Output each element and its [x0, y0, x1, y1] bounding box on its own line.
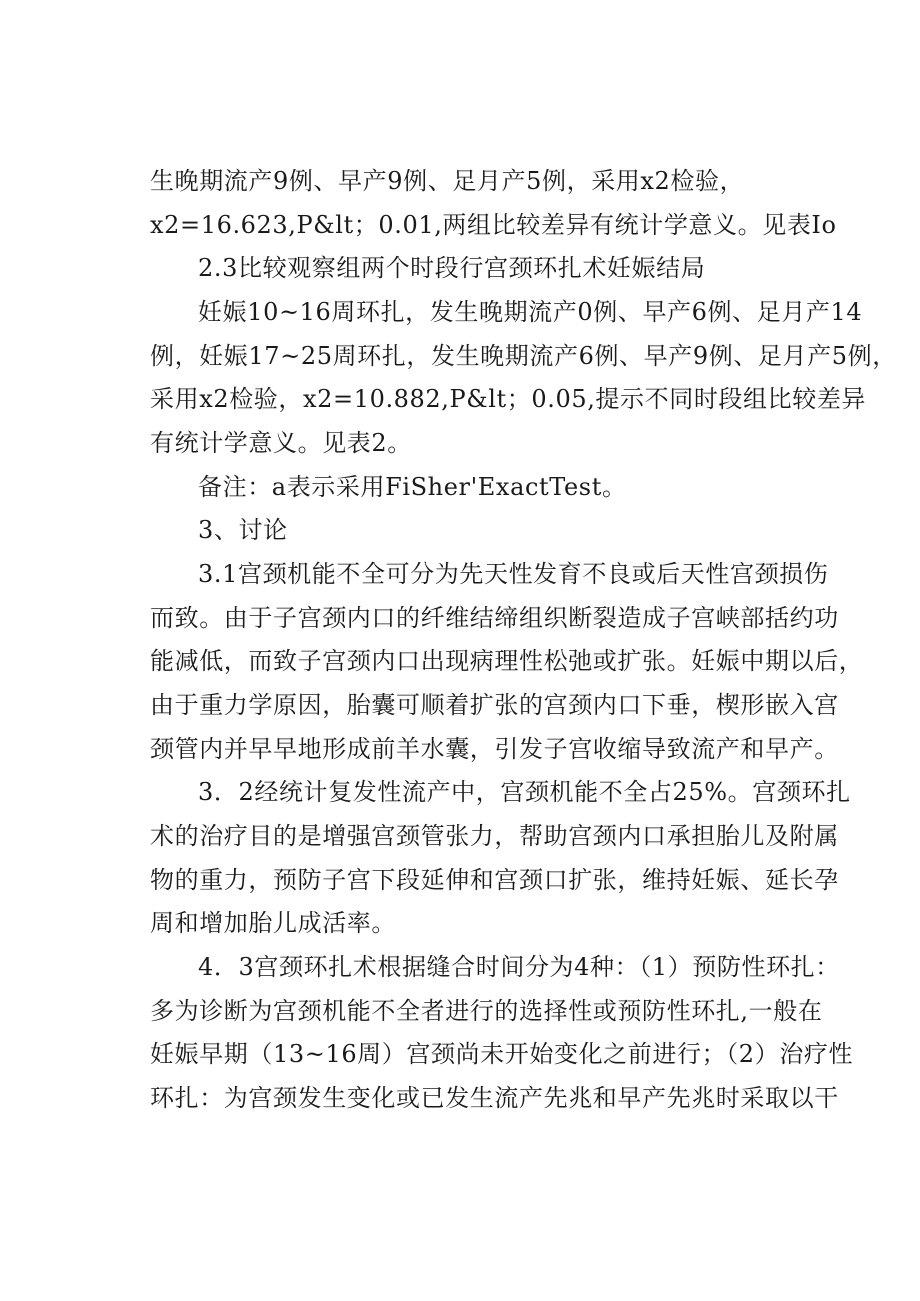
- text-line: 有统计学意义。见表2。: [150, 429, 412, 457]
- text-line: 术的治疗目的是增强宫颈管张力，帮助宫颈内口承担胎儿及附属: [150, 822, 839, 850]
- section-heading: 3、讨论: [198, 516, 288, 544]
- text-line: 物的重力，预防子宫下段延伸和宫颈口扩张，维持妊娠、延长孕: [150, 866, 839, 894]
- text-line: 例，妊娠17~25周环扎，发生晚期流产6例、早产9例、足月产5例，: [150, 342, 897, 370]
- section-heading: 2.3比较观察组两个时段行宫颈环扎术妊娠结局: [198, 254, 706, 282]
- text-line: 环扎：为宫颈发生变化或已发生流产先兆和早产先兆时采取以干: [150, 1084, 839, 1112]
- text-line: 颈管内并早早地形成前羊水囊，引发子宫收缩导致流产和早产。: [150, 735, 839, 763]
- text-line: 妊娠早期（13~16周）宫颈尚未开始变化之前进行；（2）治疗性: [150, 1040, 854, 1068]
- text-line: 多为诊断为宫颈机能不全者进行的选择性或预防性环扎,一般在: [150, 997, 823, 1025]
- text-line: 周和增加胎儿成活率。: [150, 909, 396, 937]
- text-line: 3．2经统计复发性流产中，宫颈机能不全占25%。宫颈环扎: [198, 778, 851, 806]
- text-line: 3.1宫颈机能不全可分为先天性发育不良或后天性宫颈损伤: [198, 560, 829, 588]
- text-line: 妊娠10~16周环扎，发生晚期流产0例、早产6例、足月产14: [198, 298, 863, 326]
- text-line: x2=16.623,P&lt；0.01,两组比较差异有统计学意义。见表Io: [150, 211, 837, 239]
- text-line: 4．3宫颈环扎术根据缝合时间分为4种：（1）预防性环扎：: [198, 953, 840, 981]
- text-line: 能减低，而致子宫颈内口出现病理性松弛或扩张。妊娠中期以后，: [150, 647, 864, 675]
- text-line: 采用x2检验，x2=10.882,P&lt；0.05,提示不同时段组比较差异: [150, 385, 867, 413]
- text-line: 由于重力学原因，胎囊可顺着扩张的宫颈内口下垂，楔形嵌入宫: [150, 691, 839, 719]
- text-line: 而致。由于子宫颈内口的纤维结缔组织断裂造成子宫峡部括约功: [150, 604, 839, 632]
- text-line: 生晚期流产9例、早产9例、足月产5例，采用x2检验，: [150, 167, 745, 195]
- note-line: 备注：a表示采用FiSher'ExactTest。: [198, 473, 627, 501]
